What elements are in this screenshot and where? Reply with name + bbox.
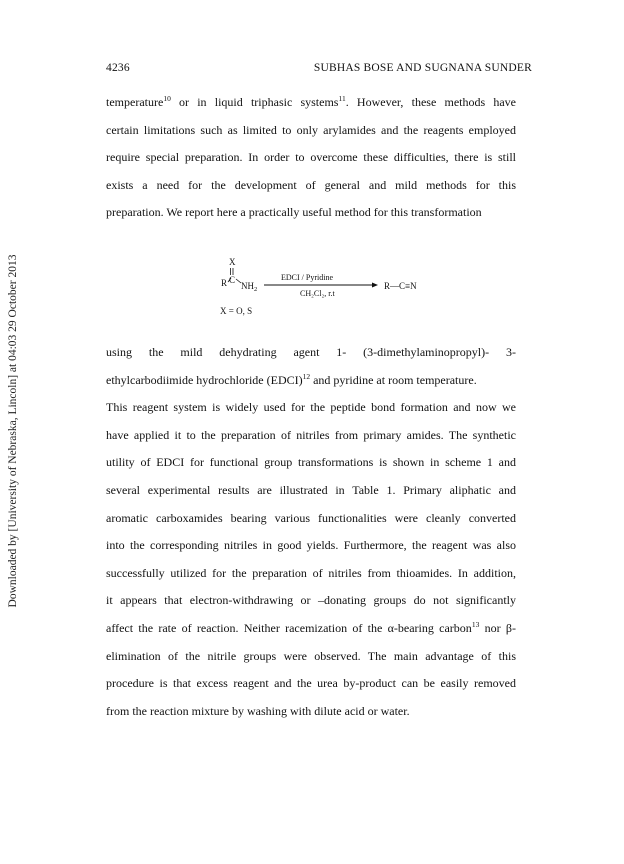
text-run: several experimental results are illustrated in Table 1. Primary aliphatic and (106, 482, 516, 497)
scheme-product: R—C≡N (384, 281, 417, 291)
text-run: exists a need for the development of general and mild methods for this (106, 177, 516, 192)
text-run: temperature (106, 95, 164, 109)
running-title: SUBHAS BOSE AND SUGNANA SUNDER (313, 62, 532, 74)
text-run: have applied it to the preparation of nitriles from primary amides. The synthetic (106, 427, 516, 442)
text-line (106, 587, 516, 615)
text-run: nor β- (479, 620, 516, 635)
text-line (106, 199, 516, 227)
reference-superscript: 12 (302, 371, 311, 381)
paragraph-intro (106, 89, 516, 227)
reference-superscript: 11 (338, 94, 346, 103)
scheme-r-label: R (221, 278, 228, 288)
text-run: or in liquid triphasic systems (170, 95, 339, 109)
paragraph-main (106, 339, 516, 725)
text-run: preparation. We report here a practically useful method for this transformation (106, 205, 482, 220)
text-line (106, 117, 516, 145)
scheme-reagent-bottom: CH₂Cl₂, r.t (300, 289, 335, 298)
text-run: aromatic carboxamides bearing various functionalities were cleanly converted (106, 510, 516, 525)
text-line (106, 615, 516, 643)
text-run: affect the rate of reaction. Neither racemization of the α-bearing carbon (106, 620, 472, 635)
text-line (106, 367, 516, 395)
text-line (106, 339, 516, 367)
text-run: procedure is that excess reagent and the urea by-product can be easily removed (106, 676, 516, 691)
text-run: using the mild dehydrating agent 1- (3-dimethylaminopropyl)- 3- (106, 345, 516, 359)
text-run: elimination of the nitrile groups were observed. The main advantage of this (106, 648, 516, 663)
text-run: This reagent system is widely used for the peptide bond formation and now we (106, 400, 516, 415)
reaction-arrow-head (372, 283, 378, 288)
scheme-reagent-top: EDCI / Pyridine (281, 273, 333, 282)
download-watermark: Downloaded by [University of Nebraska, Lincoln] at 04:03 29 October 2013 (7, 254, 19, 608)
text-line (106, 422, 516, 450)
page-header (106, 62, 532, 74)
text-line (106, 560, 516, 588)
text-run: successfully utilized for the preparation of nitriles from thioamides. In addition, (106, 565, 516, 580)
text-line (106, 505, 516, 533)
text-run: . However, these methods have (345, 95, 516, 109)
text-run: from the reaction mixture by washing with dilute acid or water. (106, 703, 410, 718)
text-run: require special preparation. In order to overcome these difficulties, there is still (106, 150, 516, 165)
text-run: certain limitations such as limited to only arylamides and the reagents employed (106, 122, 516, 137)
text-line (106, 643, 516, 671)
text-line (106, 144, 516, 172)
page-number: 4236 (106, 62, 130, 74)
text-line (106, 698, 516, 726)
text-run: into the corresponding nitriles in good yields. Furthermore, the reagent was also (106, 538, 516, 553)
text-line (106, 89, 516, 117)
text-line (106, 172, 516, 200)
text-line (106, 449, 516, 477)
scheme-x-definition: X = O, S (220, 306, 253, 316)
reference-superscript: 10 (163, 94, 171, 103)
reaction-scheme (220, 256, 440, 318)
scheme-x-atom: X (229, 257, 236, 267)
scheme-nh-label: $NH_2$ (241, 281, 258, 293)
text-line (106, 477, 516, 505)
text-run: ethylcarbodiimide hydrochloride (EDCI) (106, 372, 303, 387)
text-line (106, 394, 516, 422)
text-run: it appears that electron-withdrawing or –donating groups do not significantly (106, 593, 516, 608)
text-run: utility of EDCI for functional group transformations is shown in scheme 1 and (106, 455, 516, 470)
text-line (106, 670, 516, 698)
text-run: and pyridine at room temperature. (310, 372, 477, 387)
reference-superscript: 13 (471, 619, 480, 629)
text-line (106, 532, 516, 560)
scheme-c-label: C (229, 275, 236, 285)
